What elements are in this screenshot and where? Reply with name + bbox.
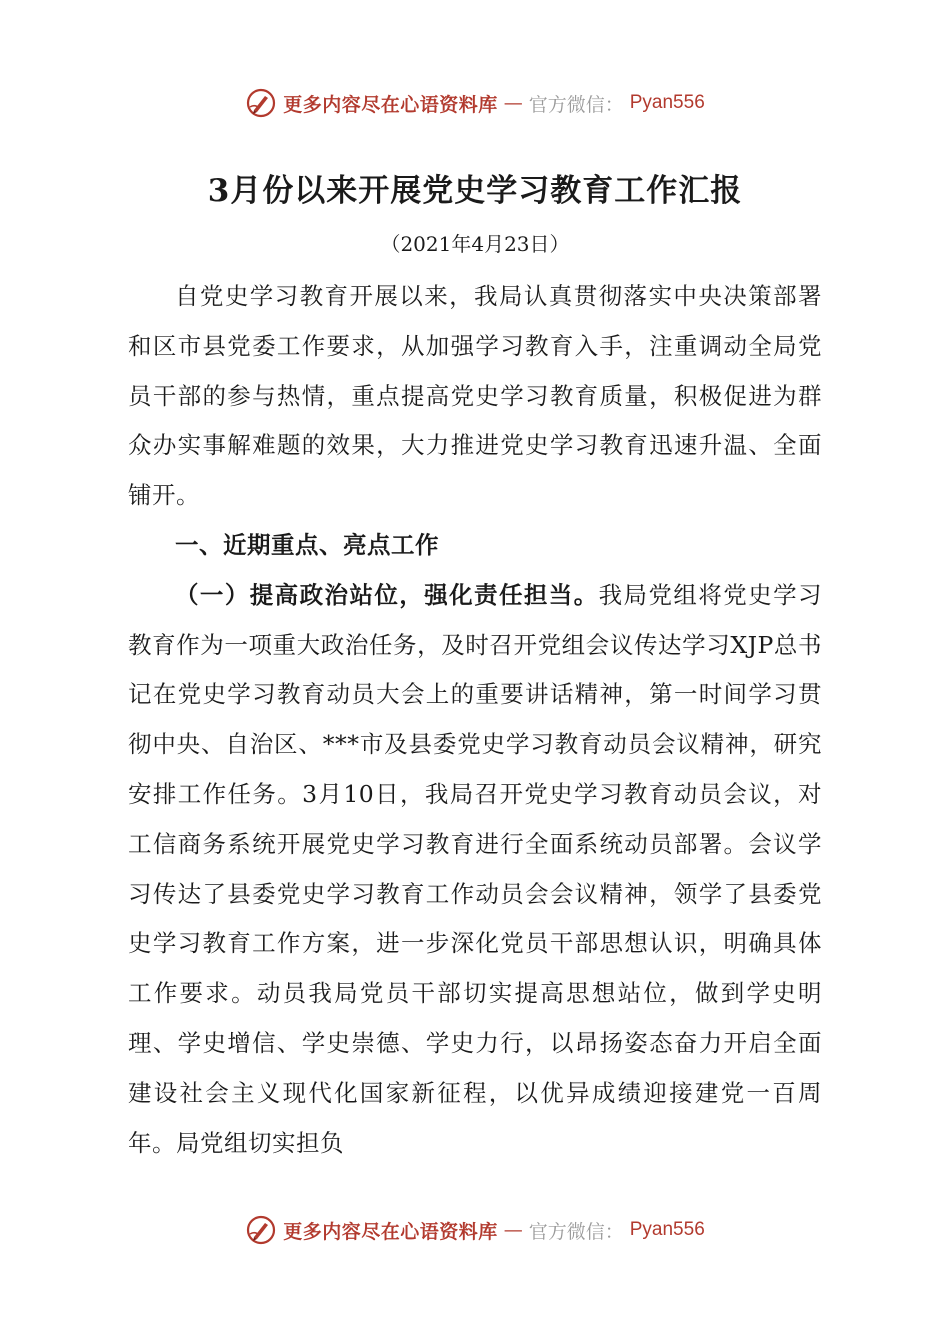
item-lead: （一）提高政治站位，强化责任担当。 <box>175 580 599 609</box>
watermark-wechat-id: Pyan556 <box>629 92 705 113</box>
section-heading: 一、近期重点、亮点工作 <box>175 530 439 559</box>
watermark-wechat-label: 官方微信： <box>528 1220 624 1243</box>
header-watermark <box>0 83 950 123</box>
intro-paragraph: 自党史学习教育开展以来，我局认真贯彻落实中央决策部署和区市县党委工作要求，从加强学习教育入手，注重调动全局党员干部的参与热情，重点提高党史学习教育质量，积极促进为群众办实事解难题的效果，大力推进党史学习教育迅速升温、全面铺开。 <box>128 282 822 510</box>
document-title: 3月份以来开展党史学习教育工作汇报 <box>207 173 743 209</box>
pen-circle-logo-icon <box>245 1214 277 1246</box>
footer-watermark <box>0 1210 950 1250</box>
watermark-text: 更多内容尽在心语资料库 <box>283 1220 498 1243</box>
item-body: 我局党组将党史学习教育作为一项重大政治任务，及时召开党组会议传达学习XJP总书记在党史学习教育动员大会上的重要讲话精神，第一时间学习贯彻中央、自治区、***市及县委党史学习教育动员会议精神，研究安排工作任务。3月10日，我局召开党史学习教育动员会议，对工信商务系统开展党史学习教育进行全面系统动员部署。会议学习传达了县委党史学习教育工作动员会会议精神，领学了县委党史学习教育工作方案，进一步深化党员干部思想认识，明确具体工作要求。动员我局党员干部切实提高思想站位，做到学史明理、学史增信、学史崇德、学史力行，以昂扬姿态奋力开启全面建设社会主义现代化国家新征程，以优异成绩迎接建党一百周年。局党组切实担负 <box>128 580 823 1157</box>
document-body <box>128 272 822 1168</box>
watermark-text: 更多内容尽在心语资料库 <box>283 93 498 116</box>
item-paragraph <box>128 571 822 1169</box>
watermark-wechat-label: 官方微信： <box>528 93 624 116</box>
watermark-dash: — <box>503 92 523 114</box>
pen-circle-logo-icon <box>245 87 277 119</box>
document-date: （2021年4月23日） <box>380 232 570 256</box>
watermark-dash: — <box>503 1219 523 1241</box>
watermark-wechat-id: Pyan556 <box>629 1219 705 1240</box>
